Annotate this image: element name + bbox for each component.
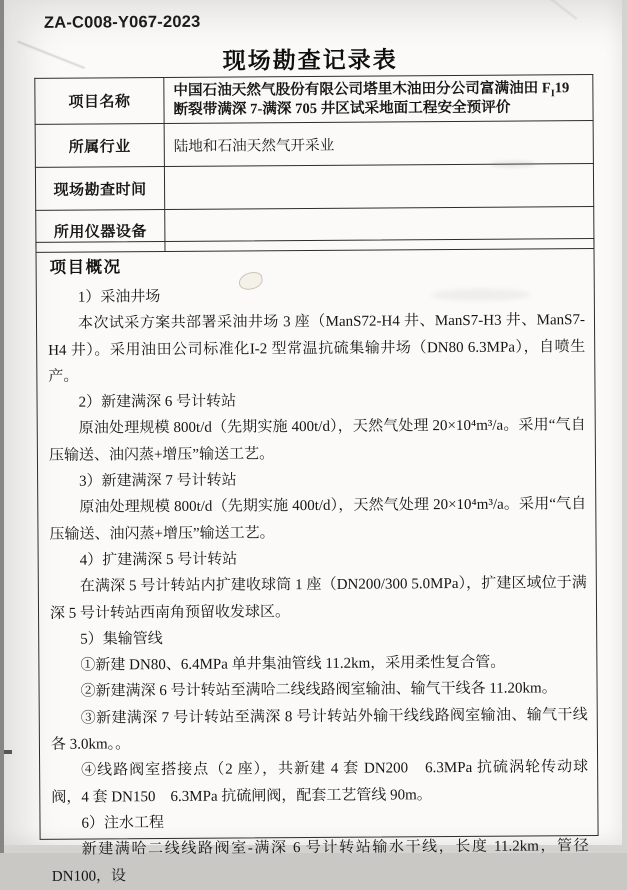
overview-paragraph: ①新建 DN80、6.4MPa 单井集油管线 11.2km，采用柔性复合管。 — [80, 654, 506, 674]
overview-paragraph: 3）新建满深 7 号计转站 — [79, 472, 237, 490]
document-page — [4, 0, 622, 885]
overview-paragraph: ②新建满深 6 号计转站至满哈二线线路阀室输油、输气干线各 11.20km。 — [80, 680, 557, 701]
project-name-subscript: I — [550, 87, 555, 99]
overview-paragraph: ③新建满深 7 号计转站至满深 8 号计转站外输干线线路阀室输油、输气干线各 3.0km。。 — [50, 706, 588, 753]
page-title: 现场勘查记录表 — [222, 47, 398, 74]
project-name-part1: 中国石油天然气股份有限公司塔里木油田分公司富满油田 F — [173, 79, 551, 99]
document-content — [1, 0, 625, 885]
scan-scratch — [530, 0, 577, 20]
section-heading: 项目概况 — [49, 257, 122, 277]
field-label-project-name: 项目名称 — [35, 78, 164, 125]
project-overview-section — [35, 238, 598, 885]
project-name-part2: 19 断裂带满深 7-满深 705 井区试采地面工程安全预评价 — [173, 79, 570, 118]
table-row — [35, 164, 593, 211]
overview-paragraph: 4）扩建满深 5 号计转站 — [79, 551, 238, 569]
document-code: ZA-C008-Y067-2023 — [43, 12, 201, 32]
field-label-industry: 所属行业 — [35, 124, 164, 168]
field-value-survey-time — [164, 164, 593, 210]
overview-paragraph: 原油处理规模 800t/d（先期实施 400t/d），天然气处理 20×10⁴m³/a。采用“气自压输送、油闪蒸+增压”输送工艺。 — [48, 417, 586, 464]
field-value-project-name — [164, 75, 593, 124]
field-value-industry: 陆地和石油天然气开采业 — [164, 121, 593, 167]
overview-paragraph: 本次试采方案共部署采油井场 3 座（ManS72-H4 井、ManS7-H3 井、ManS7-H4 井）。采用油田公司标准化I-2 型常温抗硫集输井场（DN80 6.3MPa），自喷生产。 — [48, 312, 586, 385]
overview-paragraph: 2）新建满深 6 号计转站 — [78, 393, 237, 411]
scan-edge-mark — [4, 750, 12, 754]
overview-paragraph: 5）集输管线 — [80, 630, 163, 648]
overview-paragraph: 新建满哈二线线路阀室-满深 6 号计转站输水干线，长度 11.2km，管径DN100，设 — [51, 838, 589, 885]
overview-paragraph: ④线路阀室搭接点（2 座），共新建 4 套 DN200 6.3MPa 抗硫涡轮传动球阀，4 套 DN150 6.3MPa 抗硫闸阀，配套工艺管线 90m。 — [51, 759, 589, 806]
overview-paragraph: 1）采油井场 — [77, 289, 161, 306]
field-label-survey-time: 现场勘查时间 — [35, 167, 164, 211]
table-row — [35, 75, 593, 125]
overview-paragraph: 6）注水工程 — [81, 814, 165, 832]
overview-paragraph: 原油处理规模 800t/d（先期实施 400t/d），天然气处理 20×10⁴m³/a。采用“气自压输送、油闪蒸+增压”输送工艺。 — [49, 496, 587, 543]
field-label-equipment: 所用仪器设备 — [36, 210, 165, 253]
overview-paragraph: 在满深 5 号计转站内扩建收球筒 1 座（DN200/300 5.0MPa），扩建区域位于满深 5 号计转站西南角预留收发球区。 — [49, 575, 587, 622]
